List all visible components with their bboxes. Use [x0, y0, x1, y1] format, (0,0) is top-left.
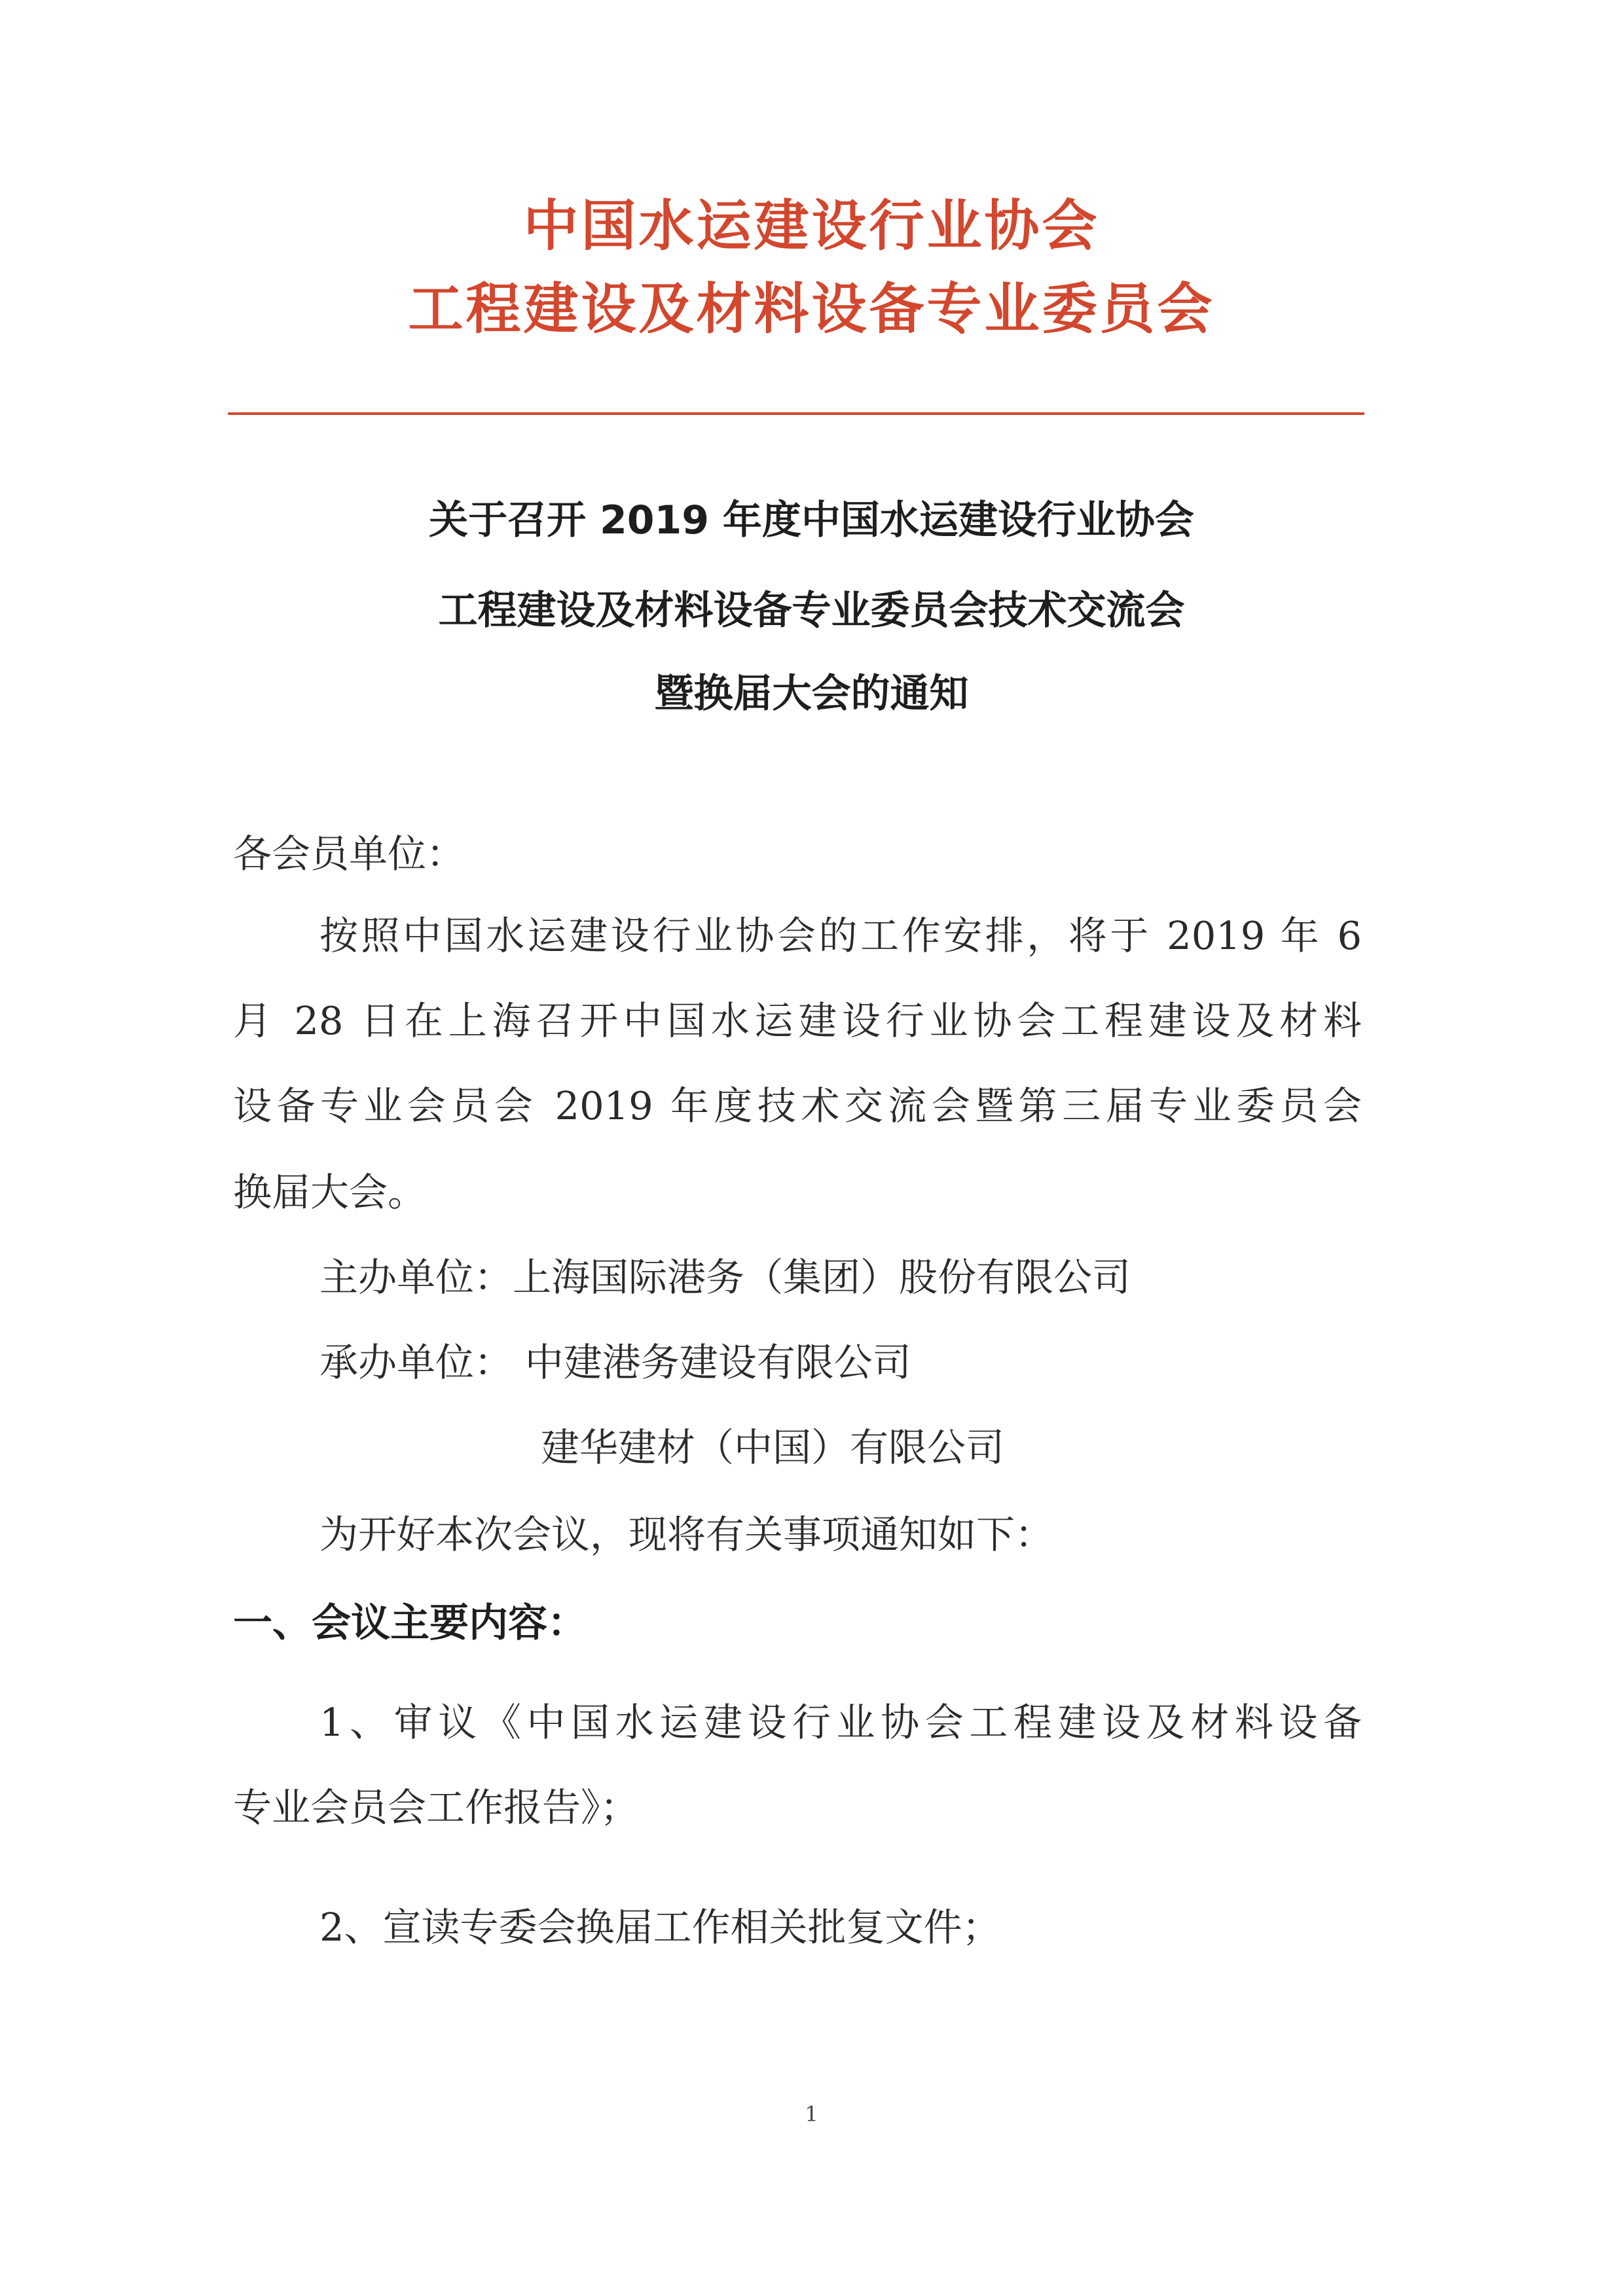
letterhead-line-1: 中国水运建设行业协会	[523, 194, 1100, 258]
item-1-line-1: 1、审议《中国水运建设行业协会工程建设及材料设备	[319, 1700, 1362, 1745]
section-1-heading: 一、会议主要内容：	[233, 1600, 587, 1646]
item-2: 2、宣读专委会换届工作相关批复文件；	[319, 1905, 1001, 1950]
salutation: 各会员单位：	[233, 831, 465, 876]
intro-paragraph: 为开好本次会议，现将有关事项通知如下：	[319, 1512, 1054, 1557]
paragraph-1-line-1: 按照中国水运建设行业协会的工作安排，将于 2019 年 6	[319, 913, 1362, 958]
paragraph-1-line-2: 月 28 日在上海召开中国水运建设行业协会工程建设及材料	[233, 998, 1362, 1043]
notice-title-line-3: 暨换届大会的通知	[654, 671, 969, 717]
notice-title-line-2: 工程建设及材料设备专业委员会技术交流会	[438, 588, 1185, 634]
letterhead-divider	[228, 412, 1364, 415]
paragraph-1-line-4: 换届大会。	[233, 1170, 427, 1215]
paragraph-1-line-3: 设备专业会员会 2019 年度技术交流会暨第三届专业委员会	[233, 1083, 1362, 1128]
organizer-line-1: 承办单位： 中建港务建设有限公司	[319, 1340, 911, 1385]
page-number: 1	[805, 2102, 818, 2126]
item-1-line-2: 专业会员会工作报告》；	[233, 1785, 639, 1830]
organizer-line-2: 建华建材（中国）有限公司	[541, 1425, 1005, 1470]
letterhead-line-2: 工程建设及材料设备专业委员会	[408, 277, 1215, 341]
notice-title-line-1: 关于召开 2019 年度中国水运建设行业协会	[429, 497, 1194, 543]
host-organization: 主办单位：上海国际港务（集团）股份有限公司	[319, 1255, 1131, 1300]
